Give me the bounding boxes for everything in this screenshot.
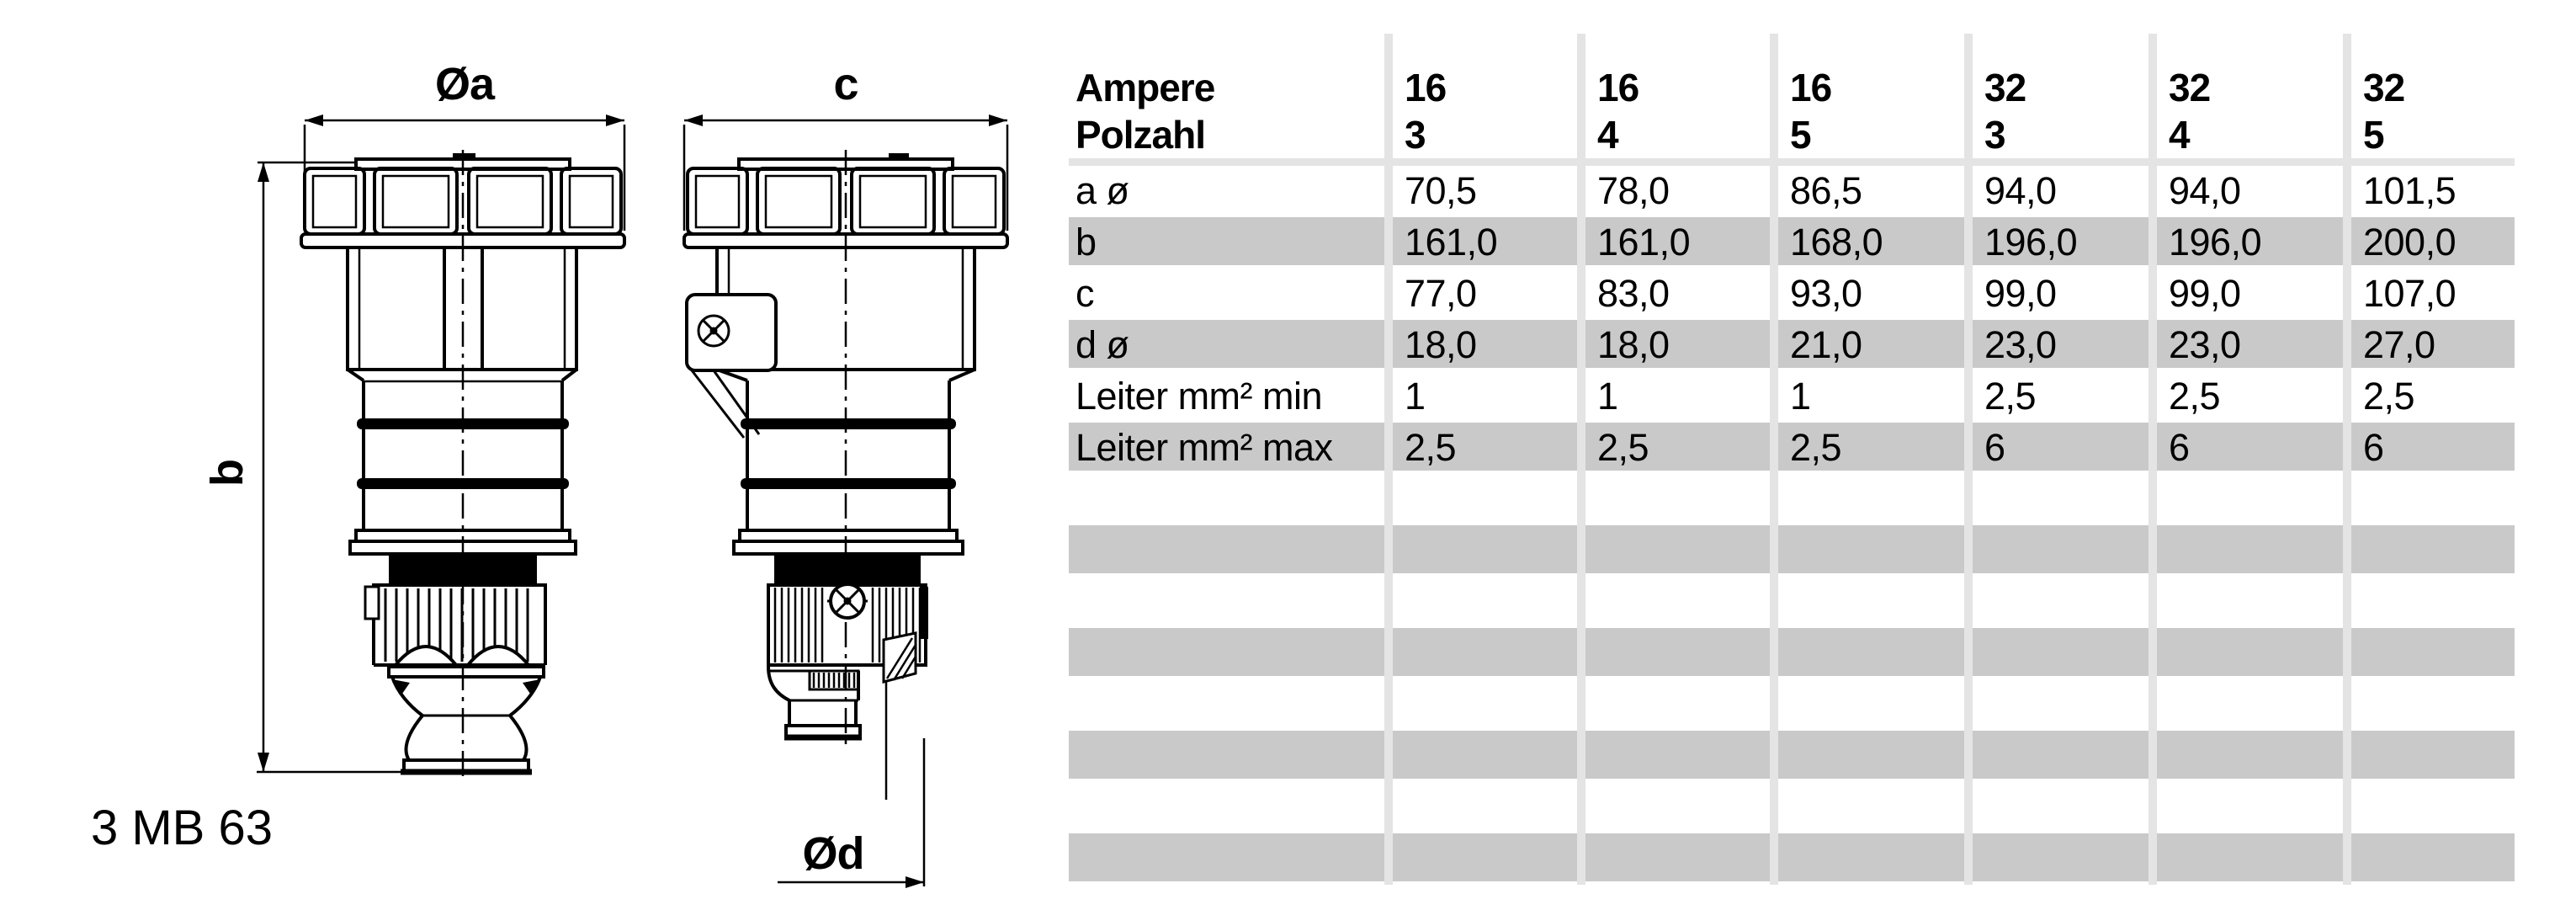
table-cell: 21,0 <box>1790 323 1862 366</box>
header-col-6: 32 5 <box>2363 66 2405 157</box>
column-separator <box>1964 34 1973 885</box>
thread <box>389 555 537 585</box>
empty-row <box>1069 525 2515 577</box>
dim-a-label: Øa <box>434 59 495 109</box>
empty-row <box>1069 731 2515 782</box>
header-label: Ampere Polzahl <box>1076 66 1215 157</box>
column-separator <box>2148 34 2157 885</box>
gland-nut <box>768 584 928 682</box>
table-row-d <box>1069 320 2515 371</box>
row-label: c <box>1076 272 1094 315</box>
header-col-3: 16 5 <box>1790 66 1832 157</box>
table-cell: 2,5 <box>1790 426 1842 469</box>
ribbed-cylinder <box>734 380 963 554</box>
dimension-d <box>778 682 924 888</box>
empty-row <box>1069 577 2515 628</box>
table-cell: 2,5 <box>2169 375 2221 418</box>
dim-d-label: Ød <box>802 828 864 879</box>
table-cell: 196,0 <box>2169 221 2262 263</box>
header-underline <box>1069 158 2515 166</box>
table-row-b <box>1069 217 2515 269</box>
table-row-leiter-min <box>1069 371 2515 423</box>
table-cell: 93,0 <box>1790 272 1862 315</box>
table-cell: 77,0 <box>1405 272 1477 315</box>
empty-row <box>1069 833 2515 885</box>
table-cell: 18,0 <box>1405 323 1477 366</box>
header-col-2: 16 4 <box>1597 66 1639 157</box>
gland-nut <box>365 585 545 665</box>
header-col-5: 32 4 <box>2169 66 2211 157</box>
table-row-leiter-max <box>1069 423 2515 474</box>
thread <box>774 555 921 585</box>
header-col-1: 16 3 <box>1405 66 1447 157</box>
table-cell: 2,5 <box>1597 426 1649 469</box>
technical-drawing <box>0 0 1069 910</box>
table-cell: 23,0 <box>1984 323 2057 366</box>
column-separator <box>1384 34 1393 885</box>
row-label: b <box>1076 221 1097 263</box>
table-cell: 161,0 <box>1597 221 1691 263</box>
row-label: Leiter mm² min <box>1076 375 1323 418</box>
table-cell: 2,5 <box>1984 375 2037 418</box>
table-cell: 1 <box>1597 375 1618 418</box>
table-cell: 86,5 <box>1790 169 1862 212</box>
empty-row <box>1069 782 2515 833</box>
table-cell: 168,0 <box>1790 221 1883 263</box>
table-cell: 27,0 <box>2363 323 2435 366</box>
row-label: Leiter mm² max <box>1076 426 1333 469</box>
empty-row <box>1069 679 2515 731</box>
table-cell: 6 <box>2363 426 2384 469</box>
table-row-c <box>1069 269 2515 320</box>
table-cell: 6 <box>2169 426 2190 469</box>
lid-latch <box>687 295 776 438</box>
row-label: d ø <box>1076 323 1129 366</box>
front-view <box>202 59 624 779</box>
table-cell: 1 <box>1790 375 1811 418</box>
table-cell: 1 <box>1405 375 1426 418</box>
table-cell: 107,0 <box>2363 272 2456 315</box>
dimension-table <box>1069 34 2515 885</box>
table-cell: 94,0 <box>1984 169 2057 212</box>
table-row-a <box>1069 166 2515 217</box>
table-cell: 99,0 <box>2169 272 2241 315</box>
empty-row <box>1069 474 2515 525</box>
table-header-row <box>1069 34 2515 158</box>
table-cell: 94,0 <box>2169 169 2241 212</box>
table-cell: 2,5 <box>2363 375 2415 418</box>
table-cell: 23,0 <box>2169 323 2241 366</box>
table-cell: 200,0 <box>2363 221 2456 263</box>
table-cell: 78,0 <box>1597 169 1670 212</box>
column-separator <box>1577 34 1585 885</box>
side-view <box>684 59 1007 888</box>
dimension-a <box>305 59 624 231</box>
grommet-bell <box>389 667 544 772</box>
empty-row <box>1069 628 2515 679</box>
grommet-foot <box>768 667 862 737</box>
table-cell: 196,0 <box>1984 221 2078 263</box>
table-cell: 101,5 <box>2363 169 2456 212</box>
row-label: a ø <box>1076 169 1129 212</box>
table-cell: 70,5 <box>1405 169 1477 212</box>
product-code: 3 MB 63 <box>91 801 273 855</box>
table-cell: 161,0 <box>1405 221 1498 263</box>
table-cell: 2,5 <box>1405 426 1457 469</box>
column-separator <box>1770 34 1778 885</box>
dim-b-label: b <box>202 460 252 487</box>
table-cell: 6 <box>1984 426 2005 469</box>
header-col-4: 32 3 <box>1984 66 2026 157</box>
column-separator <box>2343 34 2351 885</box>
table-cell: 18,0 <box>1597 323 1670 366</box>
table-cell: 99,0 <box>1984 272 2057 315</box>
dim-c-label: c <box>833 59 858 109</box>
table-cell: 83,0 <box>1597 272 1670 315</box>
